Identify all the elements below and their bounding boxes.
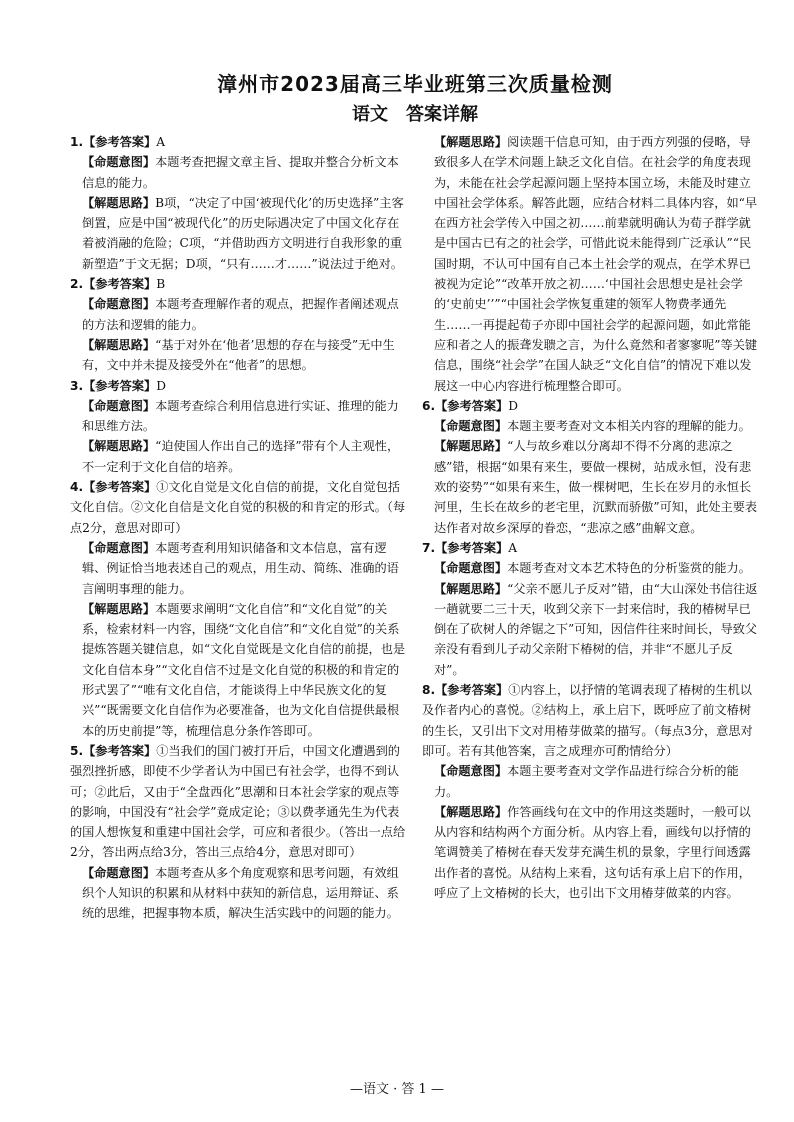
question-number: 5. <box>70 743 84 758</box>
entry-text: D <box>156 378 167 393</box>
page-title: 漳州市2023届高三毕业班第三次质量检测 <box>217 72 613 96</box>
entry-text: “父亲不愿儿子反对”错，由“大山深处书信往返一趟就要二三十天，收到父亲下一封来信时，我的椿树早已倒在了砍树人的斧锯之下”可知，因信件往来时间长，导致父亲没有看到儿子动父亲附下椿树的信，并非“不愿儿子反对”。 <box>434 581 758 677</box>
answer-entry <box>422 416 760 436</box>
answer-entry <box>70 274 408 294</box>
entry-text: 本题主要考查对文学作品进行综合分析的能力。 <box>434 764 739 799</box>
answer-entry <box>422 761 760 802</box>
entry-text: D <box>508 398 519 413</box>
entry-text: ①当我们的国门被打开后，中国文化遭遇到的强烈挫折感，即使不少学者认为中国已有社会学，也得不到认可；②此后，又由于“全盘西化”思潮和日本社会学家的观点等的影响，中国没有“社会学”竟成定论；③以费孝通先生为代表的国人想恢复和重建中国社会学，可应和者很少。（答出一点给2分，答出两点给3分，答出三点给4分，意思对即可） <box>70 743 406 860</box>
page-subtitle: 语文 答案详解 <box>352 104 478 125</box>
section-tag: 【参考答案】 <box>435 540 509 555</box>
entry-text: 本题考查对文本艺术特色的分析鉴赏的能力。 <box>507 561 751 576</box>
answer-entry <box>70 599 408 741</box>
entry-text: 本题主要考查对文本相关内容的理解的能力。 <box>507 419 751 434</box>
answer-entry <box>422 538 760 558</box>
section-tag: 【命题意图】 <box>82 540 156 555</box>
answer-entry <box>422 680 760 761</box>
answer-entry <box>422 802 760 903</box>
section-tag: 【命题意图】 <box>434 764 508 779</box>
question-number: 2. <box>70 277 84 292</box>
entry-text: 本题考查理解作者的观点，把握作者阐述观点的方法和逻辑的能力。 <box>82 297 399 332</box>
answer-entry <box>70 538 408 599</box>
question-number: 4. <box>70 480 84 495</box>
question-number: 1. <box>70 135 84 149</box>
answer-entry <box>70 477 408 538</box>
question-number: 3. <box>70 378 84 393</box>
section-tag: 【参考答案】 <box>435 683 509 698</box>
answer-entry <box>70 741 408 863</box>
section-tag: 【解题思路】 <box>82 601 156 616</box>
entry-text: 阅读题干信息可知，由于西方列强的侵略，导致很多人在学术问题上缺乏文化自信。在社会学的角度表现为，未能在社会学起源问题上坚持本国立场，未能及时建立中国社会学体系。解答此题，应结合材料二具体内容，如“早在西方社会学传入中国之初……前辈就明确认为荀子群学就是中国古已有之的社会学，可惜此说未能得到广泛承认”“民国时期，不认可中国有自己本土社会学的观点，在学术界已被视为定论”“改革开放之初……‘中国社会思想史是社会学的‘史前史’’”“中国社会学恢复重建的领军人物费孝通先生……一再提起荀子亦即中国社会学的起源问题，如此常能应和者之人的振聋发聩之言，为什么竟然和者寥寥呢”等关键信息，围绕“社会学”在国人缺乏“文化自信”的情况下难以发展这一中心内容进行梳理整合即可。 <box>434 135 758 393</box>
entry-text: “基于对外在‘他者’思想的存在与接受”无中生有，文中并未提及接受外在“他者”的思想。 <box>82 337 395 373</box>
answer-entry <box>422 558 760 578</box>
question-number: 8. <box>422 683 436 698</box>
entry-text: A <box>508 540 518 555</box>
section-tag: 【命题意图】 <box>82 398 156 413</box>
answer-entry <box>422 396 760 416</box>
section-tag: 【解题思路】 <box>82 439 156 454</box>
answer-entry <box>422 436 760 537</box>
section-tag: 【参考答案】 <box>83 743 157 758</box>
question-number: 6. <box>422 398 436 413</box>
answer-entry <box>70 132 408 152</box>
entry-text: 作答画线句在文中的作用这类题时，一般可以从内容和结构两个方面分析。从内容上看，画线句以抒情的笔调赞美了椿树在春天发芽充满生机的景象，字里行间透露出作者的喜悦。从结构上来看，这句话有承上启下的作用，呼应了上文椿树的长大，也引出下文用椿芽做菜的内容。 <box>434 804 751 900</box>
entry-text: A <box>156 135 166 149</box>
section-tag: 【参考答案】 <box>435 398 509 413</box>
section-tag: 【命题意图】 <box>82 865 156 880</box>
section-tag: 【命题意图】 <box>434 561 508 576</box>
entry-text: “迫使国人作出自己的选择”带有个人主观性，不一定利于文化自信的培养。 <box>82 439 400 474</box>
answer-entry <box>70 396 408 437</box>
answer-entry <box>70 376 408 396</box>
entry-text: 本题考查从多个角度观察和思考问题，有效组织个人知识的积累和从材料中获知的新信息，运用辩证、系统的思维，把握事物本质，解决生活实践中的问题的能力。 <box>82 865 399 921</box>
entry-text: 本题考查综合利用信息进行实证、推理的能力和思维方法。 <box>82 398 399 434</box>
section-tag: 【参考答案】 <box>83 480 157 495</box>
entry-text: ①内容上，以抒情的笔调表现了椿树的生机以及作者内心的喜悦。②结构上，承上启下，既呼应了前文椿树的生长，又引出下文对用椿芽做菜的描写。（每点3分，意思对即可。若有其他答案，言之成理亦可酌情给分） <box>422 683 753 758</box>
left-column <box>70 132 408 1032</box>
section-tag: 【解题思路】 <box>434 135 508 149</box>
content-columns <box>70 132 760 1032</box>
section-tag: 【解题思路】 <box>434 439 508 454</box>
answer-entry <box>70 152 408 193</box>
answer-entry <box>70 193 408 274</box>
section-tag: 【命题意图】 <box>82 297 156 312</box>
page-footer: —语文 · 答 1 — <box>350 1082 444 1097</box>
section-tag: 【解题思路】 <box>434 581 508 596</box>
answer-entry <box>422 579 760 680</box>
section-tag: 【参考答案】 <box>83 378 157 393</box>
question-number: 7. <box>422 540 436 555</box>
entry-text: 本题要求阐明“文化自信”和“文化自觉”的关系，检索材料一内容，围绕“文化自信”和“文化自觉”的关系提炼答题关键信息，如“文化自觉既是文化自信的前提，也是文化自信本身”“文化自信不过是文化自觉的积极的和肯定的形式罢了”“唯有文化自信，才能谈得上中华民族文化的复兴”“既需要文化自信作为必要准备，也为文化自信提供最根本的历史前提”等，梳理信息分条作答即可。 <box>82 601 406 738</box>
answer-entry <box>70 863 408 924</box>
section-tag: 【解题思路】 <box>434 804 508 819</box>
section-tag: 【解题思路】 <box>82 337 156 352</box>
entry-text: 本题考查把握文章主旨、提取并整合分析文本信息的能力。 <box>82 155 399 190</box>
section-tag: 【命题意图】 <box>82 155 156 170</box>
answer-entry <box>422 132 760 396</box>
section-tag: 【解题思路】 <box>82 195 156 210</box>
entry-text: ①文化自觉是文化自信的前提，文化自觉包括文化自信。②文化自信是文化自觉的积极的和肯定的形式。（每点2分，意思对即可） <box>70 480 406 535</box>
answer-entry <box>70 436 408 477</box>
entry-text: “人与故乡难以分离却不得不分离的悲凉之感”错，根据“如果有来生，要做一棵树，站成永恒，没有悲欢的姿势”“如果有来生，做一棵树吧，生长在岁月的永恒长河里，生长在故乡的老宅里，沉默而骄傲”可知，此处主要表达作者对故乡深厚的眷恋，“悲凉之感”曲解文意。 <box>434 439 758 535</box>
section-tag: 【命题意图】 <box>434 419 508 434</box>
entry-text: 本题考查利用知识储备和文本信息，富有逻辑、例证恰当地表述自己的观点，用生动、简练、准确的语言阐明事理的能力。 <box>82 540 399 596</box>
entry-text: B <box>156 277 166 292</box>
answer-entry <box>70 335 408 376</box>
right-column <box>422 132 760 1032</box>
section-tag: 【参考答案】 <box>83 135 157 149</box>
entry-text: B项，“决定了中国‘被现代化’的历史选择”主客倒置，应是中国“被现代化”的历史际遇决定了中国文化存在着被消融的危险；C项，“并借助西方文明进行自我形象的重新塑造”于文无据；D项，“只有……才……”说法过于绝对。 <box>82 195 404 271</box>
answer-entry <box>70 294 408 335</box>
section-tag: 【参考答案】 <box>83 277 157 292</box>
